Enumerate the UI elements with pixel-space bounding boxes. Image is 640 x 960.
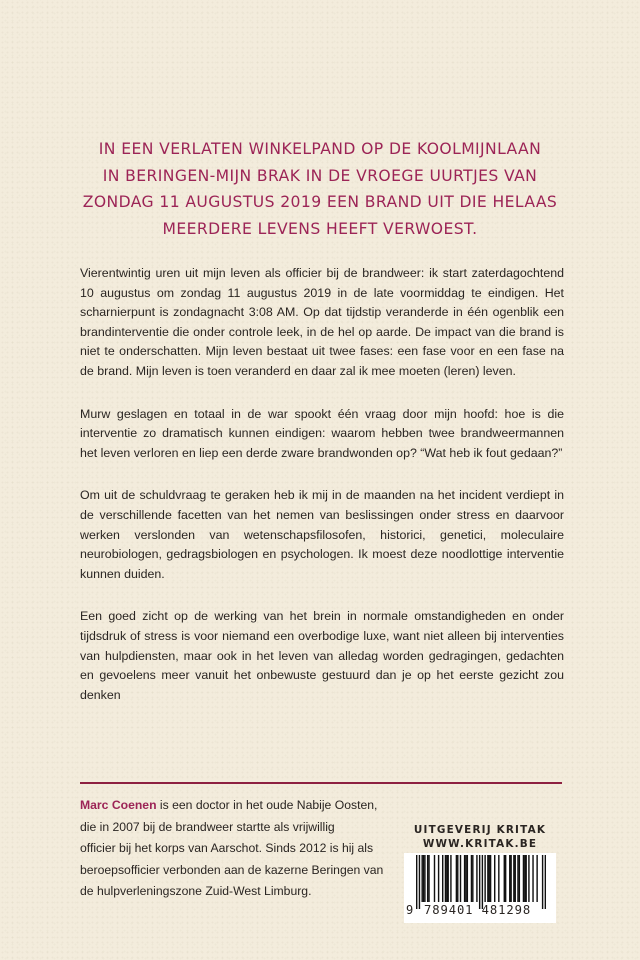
barcode-bar — [465, 855, 466, 902]
barcode-bar — [482, 855, 483, 909]
barcode-bar — [510, 855, 511, 902]
barcode-bar — [419, 855, 420, 909]
barcode-bar — [524, 855, 525, 902]
barcode-bar — [498, 855, 499, 902]
barcode-bar — [438, 855, 439, 902]
tagline-line: IN BERINGEN-MIJN BRAK IN DE VROEGE UURTJES VAN — [102, 166, 538, 185]
barcode-bar — [517, 855, 518, 902]
barcode-bar — [479, 855, 480, 909]
barcode-bar — [476, 855, 477, 902]
tagline-line: IN EEN VERLATEN WINKELPAND OP DE KOOLMIJNLAAN — [98, 140, 542, 158]
barcode-bar — [467, 855, 468, 902]
tagline-line: ZONDAG 11 AUGUSTUS 2019 EEN BRAND UIT DIE HELAAS — [82, 193, 558, 211]
isbn-digits: 789401 481298 — [424, 903, 532, 917]
barcode-bar — [416, 855, 417, 909]
barcode-bar — [536, 855, 537, 902]
barcode-bar — [427, 855, 428, 902]
barcode-bars — [416, 855, 546, 909]
barcode-bar — [513, 855, 514, 902]
publisher-block — [404, 823, 556, 851]
barcode-bar — [445, 855, 446, 902]
barcode-bar — [515, 855, 516, 902]
blurb-paragraph: Een goed zicht op de werking van het brein in normale omstandigheden en onder tijdsdruk of stress is voor niemand een overbodige luxe, want niet alleen bij interventies van hulpdiensten, maar ook in het leven van alledag worden gedragingen, gedachten en gevoelens meer vanuit het onbewuste gestuurd dan je op het eerste gezicht zou denken — [80, 609, 564, 702]
barcode-bar — [447, 855, 448, 902]
barcode-bar — [434, 855, 435, 902]
barcode-bar — [423, 855, 424, 902]
barcode-bar — [528, 855, 529, 902]
bio-text: is een doctor in het oude Nabije Oosten, — [156, 798, 378, 812]
barcode-bar — [489, 855, 490, 902]
barcode-bar — [525, 855, 526, 902]
barcode-bar — [450, 855, 451, 902]
tagline-line: MEERDERE LEVENS HEEFT VERWOEST. — [162, 219, 478, 238]
publisher-website: WWW.KRITAK.BE — [422, 838, 538, 850]
barcode-bar — [545, 855, 546, 909]
bio-line: de hulpverleningszone Zuid-West Limburg. — [80, 884, 312, 899]
bio-line: officier bij het korps van Aarschot. Sinds 2012 is hij als — [80, 841, 374, 856]
barcode-bar — [456, 855, 457, 902]
barcode-bar — [542, 855, 543, 909]
author-bio — [80, 795, 410, 903]
barcode-bar — [494, 855, 495, 902]
barcode-bar — [457, 855, 458, 902]
barcode-bar — [472, 855, 473, 902]
tagline — [60, 136, 580, 242]
blurb-paragraph: Om uit de schuldvraag te geraken heb ik mij in de maanden na het incident verdiept in de verschillende facetten van het nemen van beslissingen onder stress en daarvoor werken verslonden van wetenschapsfilosofen, historici, genetici, moleculaire neurobiologen, gedragsbiologen en psychologen. Ik moest deze noodlottige interventie kunnen duiden. — [80, 488, 564, 581]
divider — [80, 782, 562, 784]
blurb-paragraph: Murw geslagen en totaal in de war spookt één vraag door mijn hoofd: hoe is die interventie zo dramatisch kunnen eindigen: waarom hebben twee brandweermannen het leven verloren en liep een derde zware brandwonden op? “Wat heb ik fout gedaan?” — [80, 406, 564, 460]
barcode-bar — [428, 855, 429, 902]
bio-line: die in 2007 bij de brandweer startte als vrijwillig — [80, 819, 335, 834]
barcode-bar — [523, 855, 524, 902]
blurb — [80, 264, 564, 728]
barcode-bar — [460, 855, 461, 902]
barcode-bar — [484, 855, 485, 902]
barcode-bar — [421, 855, 422, 902]
barcode-bar — [464, 855, 465, 902]
barcode-bar — [519, 855, 520, 902]
barcode-bar — [509, 855, 510, 902]
barcode-bar — [442, 855, 443, 902]
barcode-bar — [490, 855, 491, 902]
author-name: Marc Coenen — [80, 798, 157, 812]
barcode-bar — [471, 855, 472, 902]
barcode — [404, 853, 556, 923]
isbn-first-digit: 9 — [406, 903, 414, 917]
barcode-bar — [446, 855, 447, 902]
barcode-bar — [504, 855, 505, 902]
publisher-name: UITGEVERIJ KRITAK — [413, 824, 547, 836]
barcode-bar — [532, 855, 533, 902]
barcode-bar — [505, 855, 506, 902]
barcode-bar — [487, 855, 488, 902]
blurb-paragraph: Vierentwintig uren uit mijn leven als officier bij de brandweer: ik start zaterdagochtend 10 augustus om zondag 11 augustus 2019 in de late voormiddag te eindigen. Het scharnierpunt is zondagnacht 3:08 AM. Op dat tijdstip veranderde in één ogenblik een brandinterventie die onder controle leek, in de hel op aarde. De impact van die brand is niet te onderschatten. Mijn leven bestaat uit twee fases: een fase voor en een fase na de brand. Mijn leven is toen veranderd en daar zal ik mee moeten (leren) leven. — [80, 266, 564, 378]
bio-line — [80, 795, 410, 817]
barcode-bar — [424, 855, 425, 902]
bio-line: beroepsofficier verbonden aan de kazerne Beringen van — [80, 862, 384, 877]
